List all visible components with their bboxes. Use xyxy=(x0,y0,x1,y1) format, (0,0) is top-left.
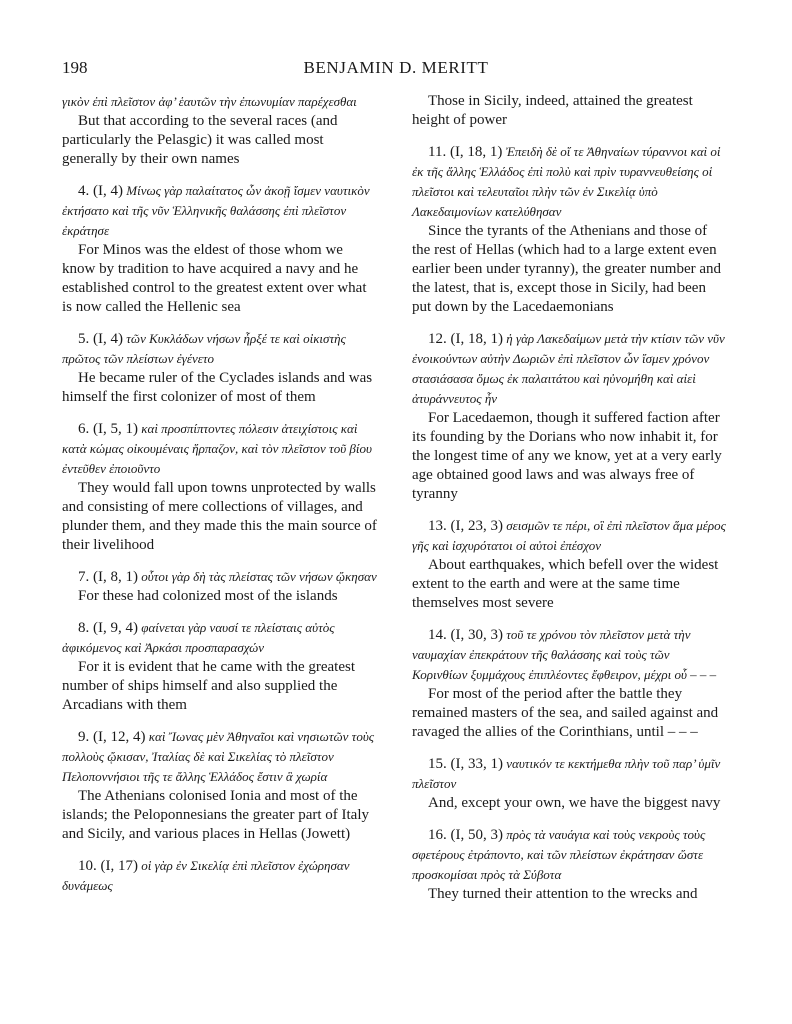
entry-6 xyxy=(62,419,378,555)
entry-16 xyxy=(412,825,728,904)
greek-text: Μίνως γὰρ παλαίτατος ὧν ἀκοῇ ἴσμεν ναυτικὸν ἐκτήσατο καὶ τῆς νῦν Ἑλληνικῆς θαλάσσης ἐπὶ πλεῖστον ἐκράτησε xyxy=(62,183,370,238)
running-head: BENJAMIN D. MERITT xyxy=(303,58,489,77)
greek-text: καὶ Ἴωνας μὲν Ἀθηναῖοι καὶ νησιωτῶν τοὺς πολλοὺς ᾤκισαν, Ἰταλίας δὲ καὶ Σικελίας τὸ πλεῖστον Πελοποννήσιοι τῆς τε ἄλλης Ἑλλάδος ἔστιν ἃ χωρία xyxy=(62,729,375,784)
entry-5 xyxy=(62,329,378,407)
entry-12 xyxy=(412,329,728,504)
continued-entry xyxy=(412,92,728,130)
entry-15 xyxy=(412,754,728,813)
entry-8 xyxy=(62,618,378,715)
english-translation: Since the tyrants of the Athenians and those of the rest of Hellas (which had to a large extent even earlier been under tyranny), the greater number and the latest, that is, except those in Sicily, had been put down by the Lacedaemonians xyxy=(412,223,722,315)
english-translation: Those in Sicily, indeed, attained the greatest height of power xyxy=(412,93,693,128)
english-translation: He became ruler of the Cyclades islands and was himself the first colonizer of most of them xyxy=(62,370,373,405)
entry-ref: 5. (I, 4) xyxy=(78,331,123,347)
entry-ref: 6. (I, 5, 1) xyxy=(78,421,138,437)
english-translation: For these had colonized most of the islands xyxy=(78,588,338,604)
page-number: 198 xyxy=(62,58,88,77)
entry-ref: 9. (I, 12, 4) xyxy=(78,729,146,745)
english-translation: About earthquakes, which befell over the widest extent to the earth and were at the same time themselves most severe xyxy=(412,557,719,611)
english-translation: For Minos was the eldest of those whom we know by tradition to have acquired a navy and he established control to the greatest extent over what is now called the Hellenic sea xyxy=(62,242,367,315)
left-column xyxy=(62,92,378,908)
entry-9 xyxy=(62,727,378,844)
entry-4 xyxy=(62,181,378,317)
entry-ref: 14. (I, 30, 3) xyxy=(428,627,503,643)
greek-text: σεισμῶν τε πέρι, οἳ ἐπὶ πλεῖστον ἅμα μέρος γῆς καὶ ἰσχυρότατοι οἱ αὐτοὶ ἐπέσχον xyxy=(412,518,726,553)
english-translation: The Athenians colonised Ionia and most of the islands; the Peloponnesians the greater part of Italy and Sicily, and various places in Hellas (Jowett) xyxy=(62,788,369,842)
entry-10 xyxy=(62,856,378,896)
greek-text: οὗτοι γὰρ δὴ τὰς πλείστας τῶν νήσων ᾤκησαν xyxy=(141,569,377,584)
entry-ref: 16. (I, 50, 3) xyxy=(428,827,503,843)
entry-13 xyxy=(412,516,728,613)
entry-ref: 4. (I, 4) xyxy=(78,183,123,199)
right-column xyxy=(412,92,728,916)
english-translation: For it is evident that he came with the greatest number of ships himself and also supplied the Arcadians with them xyxy=(62,659,356,713)
entry-11 xyxy=(412,142,728,317)
english-translation: For Lacedaemon, though it suffered faction after its founding by the Dorians who now inhabit it, for the longest time of any we know, yet at a very early age obtained good laws and was always free of tyranny xyxy=(412,410,722,502)
greek-text: φαίνεται γὰρ ναυσί τε πλείσταις αὐτὸς ἀφικόμενος καὶ Ἀρκάσι προσπαρασχών xyxy=(62,620,335,655)
greek-text: καὶ προσπίπτοντες πόλεσιν ἀτειχίστοις καὶ κατὰ κώμας οἰκουμέναις ἥρπαζον, καὶ τὸν πλεῖστον τοῦ βίου ἐντεῦθεν ἐποιοῦντο xyxy=(62,421,372,476)
greek-text: πρὸς τὰ ναυάγια καὶ τοὺς νεκροὺς τοὺς σφετέρους ἐτράποντο, καὶ τῶν πλείστων ἐκράτησαν ὥστε προσκομίσαι πρὸς τὰ Σύβοτα xyxy=(412,827,706,882)
greek-text: γικὸν ἐπὶ πλεῖστον ἀφ’ ἑαυτῶν τὴν ἐπωνυμίαν παρέχεσθαι xyxy=(62,94,357,109)
entry-ref: 10. (I, 17) xyxy=(78,858,138,874)
entry-ref: 7. (I, 8, 1) xyxy=(78,569,138,585)
entry-7 xyxy=(62,567,378,606)
entry-ref: 11. (I, 18, 1) xyxy=(428,144,503,160)
english-translation: But that according to the several races (and particularly the Pelasgic) it was called most generally by their own names xyxy=(62,113,338,167)
english-translation: And, except your own, we have the biggest navy xyxy=(428,795,721,811)
entry-ref: 15. (I, 33, 1) xyxy=(428,756,503,772)
entry-14 xyxy=(412,625,728,742)
greek-text: ναυτικόν τε κεκτήμεθα πλὴν τοῦ παρ’ ὑμῖν πλεῖστον xyxy=(412,756,721,791)
english-translation: For most of the period after the battle they remained masters of the sea, and sailed against and ravaged the allies of the Corinthians, until – – – xyxy=(412,686,719,740)
entry-ref: 8. (I, 9, 4) xyxy=(78,620,138,636)
greek-text: ἡ γὰρ Λακεδαίμων μετὰ τὴν κτίσιν τῶν νῦν ἐνοικούντων αὐτὴν Δωριῶν ἐπὶ πλεῖστον ὧν ἴσμεν χρόνον στασιάσασα ὅμως ἐκ παλαιτάτου καὶ ηὐνομήθη καὶ αἰεὶ ἀτυράννευτος ἦν xyxy=(412,331,725,406)
english-translation: They would fall upon towns unprotected by walls and consisting of mere collections of villages, and plunder them, and they made this the main source of their livelihood xyxy=(62,480,377,553)
greek-text: τοῦ τε χρόνου τὸν πλεῖστον μετὰ τὴν ναυμαχίαν ἐπεκράτουν τῆς θαλάσσης καὶ τοὺς τῶν Κορινθίων ξυμμάχους ἐπιπλέοντες ἔφθειρον, μέχρι οὗ – – – xyxy=(412,627,717,682)
continued-entry xyxy=(62,92,378,169)
english-translation: They turned their attention to the wrecks and xyxy=(428,886,698,902)
entry-ref: 13. (I, 23, 3) xyxy=(428,518,503,534)
greek-text: Ἐπειδὴ δὲ οἵ τε Ἀθηναίων τύραννοι καὶ οἱ ἐκ τῆς ἄλλης Ἑλλάδος ἐπὶ πολὺ καὶ πρὶν τυραννευθείσης οἱ πλεῖστοι καὶ τελευταῖοι πλὴν τῶν ἐν Σικελίᾳ ὑπὸ Λακεδαιμονίων κατελύθησαν xyxy=(412,144,721,219)
entry-ref: 12. (I, 18, 1) xyxy=(428,331,503,347)
greek-text: τῶν Κυκλάδων νήσων ἦρξέ τε καὶ οἰκιστὴς πρῶτος τῶν πλείστων ἐγένετο xyxy=(62,331,346,366)
page-header xyxy=(62,58,730,82)
greek-text: οἱ γὰρ ἐν Σικελίᾳ ἐπὶ πλεῖστον ἐχώρησαν δυνάμεως xyxy=(62,858,350,893)
